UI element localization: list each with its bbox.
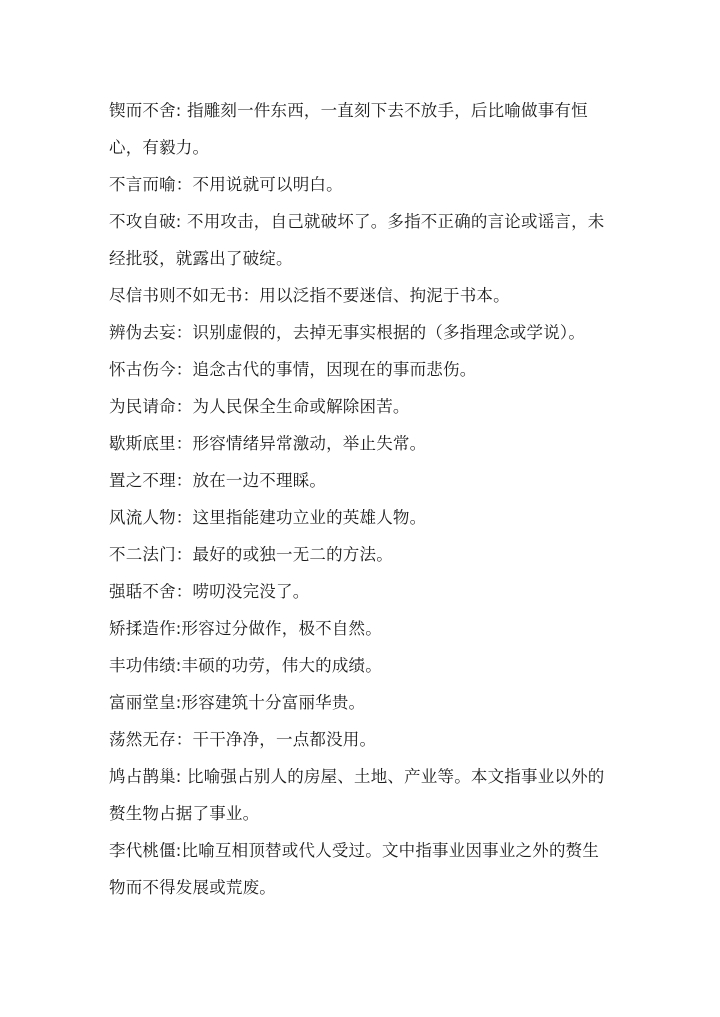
list-item: 置之不理：放在一边不理睬。 <box>109 471 327 490</box>
list-item: 为民请命：为人民保全生命或解除困苦。 <box>109 397 410 416</box>
list-item: 荡然无存：干干净净，一点都没用。 <box>109 730 377 749</box>
list-item: 歇斯底里：形容情绪异常激动，举止失常。 <box>109 434 427 453</box>
list-item: 尽信书则不如无书：用以泛指不要迷信、拘泥于书本。 <box>109 286 510 305</box>
list-item: 李代桃僵:比喻互相顶替或代人受过。文中指事业因事业之外的赘生物而不得发展或荒废。 <box>109 841 600 897</box>
list-item: 不攻自破: 不用攻击，自己就破坏了。多指不正确的言论或谣言，未经批驳，就露出了破绽。 <box>109 212 605 268</box>
list-item: 矫揉造作:形容过分做作，极不自然。 <box>109 619 382 638</box>
list-item: 丰功伟绩:丰硕的功劳，伟大的成绩。 <box>109 656 382 675</box>
list-item: 强聒不舍：唠叨没完没了。 <box>109 582 310 601</box>
list-item: 鸠占鹊巢: 比喻强占别人的房屋、土地、产业等。本文指事业以外的赘生物占据了事业。 <box>109 767 605 823</box>
list-item: 不二法门：最好的或独一无二的方法。 <box>109 545 393 564</box>
list-item: 风流人物：这里指能建功立业的英雄人物。 <box>109 508 427 527</box>
list-item: 锲而不舍: 指雕刻一件东西，一直刻下去不放手，后比喻做事有恒心，有毅力。 <box>109 101 588 157</box>
list-item: 不言而喻：不用说就可以明白。 <box>109 175 343 194</box>
list-item: 富丽堂皇:形容建筑十分富丽华贵。 <box>109 693 366 712</box>
list-item: 辨伪去妄：识别虚假的，去掉无事实根据的（多指理念或学说）。 <box>109 323 586 342</box>
list-item: 怀古伤今：追念古代的事情，因现在的事而悲伤。 <box>109 360 477 379</box>
idiom-list <box>109 92 615 906</box>
